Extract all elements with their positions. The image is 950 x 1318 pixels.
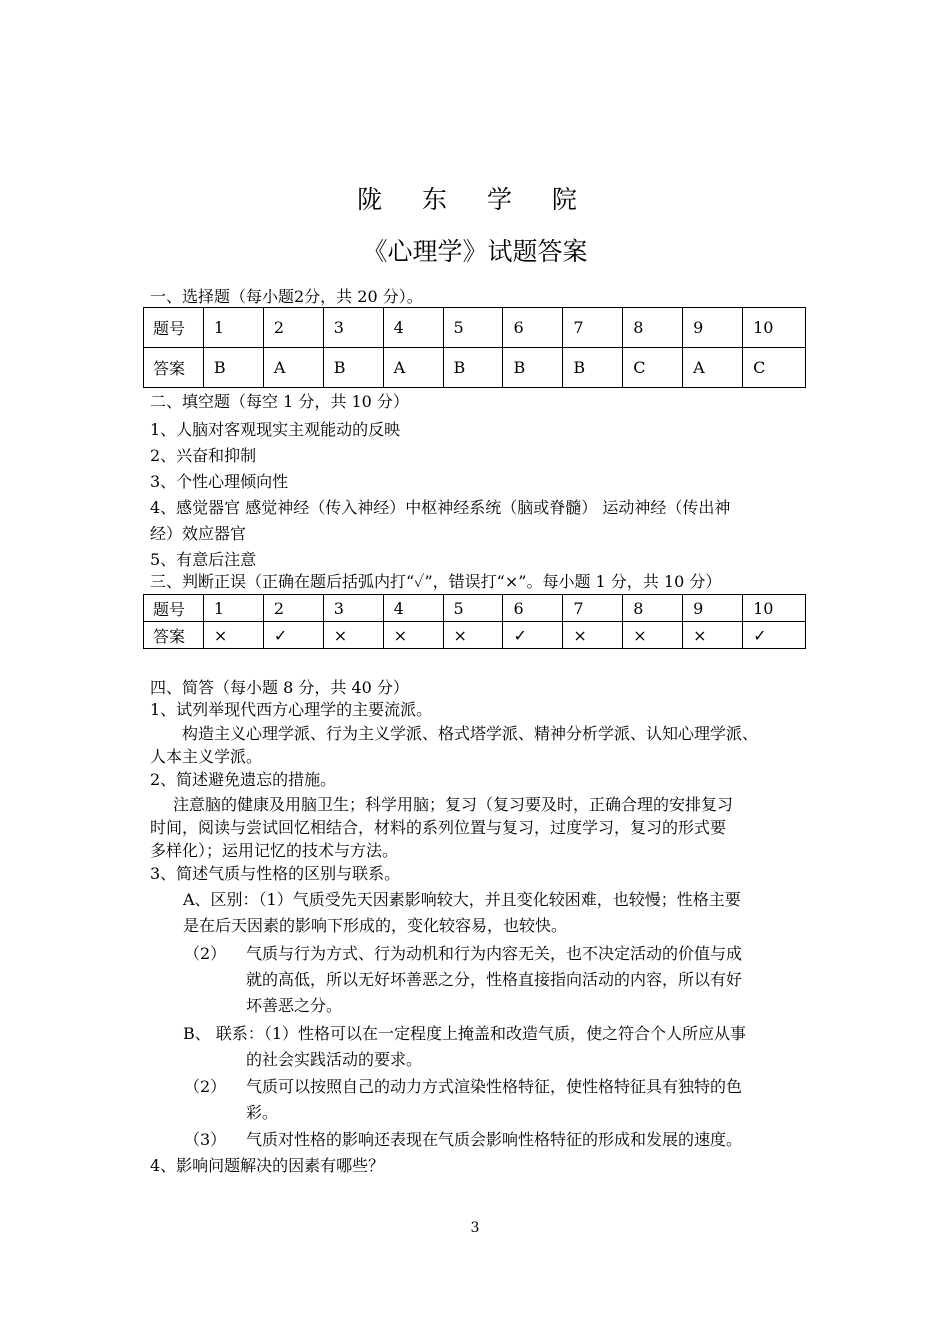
answer-cell: × [563, 622, 623, 649]
answer-cell: × [383, 622, 443, 649]
question-number: 10 [743, 595, 806, 622]
question-number: 9 [683, 308, 743, 348]
point-number: （2） [184, 944, 227, 963]
answer-cell: A [683, 348, 743, 388]
answer-cell: B [323, 348, 383, 388]
row-label: 题号 [144, 595, 204, 622]
answer-cell: C [743, 348, 806, 388]
question-number: 6 [503, 308, 563, 348]
answer-text: 的社会实践活动的要求。 [246, 1050, 423, 1069]
answer-cell: ✓ [743, 622, 806, 649]
answer-text: B、 联系：（1）性格可以在一定程度上掩盖和改造气质，使之符合个人所应从事 [183, 1024, 747, 1043]
answer-cell: B [503, 348, 563, 388]
question-text: 4、影响问题解决的因素有哪些？ [150, 1156, 385, 1175]
answer-text: 气质对性格的影响还表现在气质会影响性格特征的形成和发展的速度。 [246, 1130, 743, 1149]
row-label: 答案 [144, 348, 204, 388]
question-number: 9 [683, 595, 743, 622]
answer-cell: B [443, 348, 503, 388]
page-number: 3 [470, 1220, 480, 1236]
answer-cell: × [623, 622, 683, 649]
question-number: 10 [743, 308, 806, 348]
answer-cell: C [623, 348, 683, 388]
question-number: 5 [443, 308, 503, 348]
answer-cell: ✓ [503, 622, 563, 649]
table-row [144, 595, 806, 622]
question-number: 3 [323, 595, 383, 622]
question-number: 2 [263, 595, 323, 622]
question-number: 5 [443, 595, 503, 622]
answer-text: 坏善恶之分。 [246, 996, 343, 1015]
answer-cell: ✓ [263, 622, 323, 649]
answer-cell: × [203, 622, 263, 649]
answer-text: 就的高低，所以无好坏善恶之分，性格直接指向活动的内容，所以有好 [246, 970, 743, 989]
fill-answer: 5、有意后注意 [150, 550, 257, 569]
row-label: 题号 [144, 308, 204, 348]
question-number: 8 [623, 308, 683, 348]
question-number: 1 [203, 308, 263, 348]
question-number: 4 [383, 595, 443, 622]
fill-answer: 4、感觉器官 感觉神经（传入神经）中枢神经系统（脑或脊髓） 运动神经（传出神 [150, 498, 731, 517]
question-text: 3、简述气质与性格的区别与联系。 [150, 864, 401, 883]
answer-text: 气质可以按照自己的动力方式渲染性格特征，使性格特征具有独特的色 [246, 1077, 743, 1096]
question-number: 7 [563, 308, 623, 348]
section1-heading: 一、选择题（每小题2分，共 20 分）。 [150, 287, 423, 306]
question-number: 2 [263, 308, 323, 348]
fill-answer: 经）效应器官 [150, 524, 247, 543]
fill-answer: 3、个性心理倾向性 [150, 472, 289, 491]
section3-heading: 三、判断正误（正确在题后括弧内打“✓”，错误打“×”。每小题 1 分，共 10 分） [150, 572, 722, 591]
question-text: 2、简述避免遗忘的措施。 [150, 770, 337, 789]
document-title: 《心理学》试题答案 [362, 237, 588, 266]
school-name: 陇 东 学 院 [357, 185, 593, 214]
answer-text: 气质与行为方式、行为动机和行为内容无关，也不决定活动的价值与成 [246, 944, 743, 963]
answer-cell: × [683, 622, 743, 649]
fill-answer: 1、人脑对客观现实主观能动的反映 [150, 420, 401, 439]
answer-cell: B [563, 348, 623, 388]
answer-text: 构造主义心理学派、行为主义学派、格式塔学派、精神分析学派、认知心理学派、 [182, 724, 759, 743]
answer-text: 时间，阅读与尝试回忆相结合，材料的系列位置与复习，过度学习，复习的形式要 [150, 818, 727, 837]
answer-cell: × [443, 622, 503, 649]
question-number: 8 [623, 595, 683, 622]
table-row [144, 348, 806, 388]
question-number: 7 [563, 595, 623, 622]
answer-cell: × [323, 622, 383, 649]
answer-cell: A [383, 348, 443, 388]
fill-answer: 2、兴奋和抑制 [150, 446, 257, 465]
point-number: （2） [184, 1077, 227, 1096]
table-row [144, 622, 806, 649]
answer-text: 注意脑的健康及用脑卫生；科学用脑；复习（复习要及时，正确合理的安排复习 [173, 795, 734, 814]
answer-text: A、区别：（1）气质受先天因素影响较大，并且变化较困难，也较慢；性格主要 [183, 890, 741, 909]
question-text: 1、试列举现代西方心理学的主要流派。 [150, 700, 433, 719]
answer-text: 人本主义学派。 [150, 747, 263, 766]
section2-heading: 二、填空题（每空 1 分，共 10 分） [150, 392, 409, 411]
section4-heading: 四、简答（每小题 8 分，共 40 分） [150, 678, 409, 697]
answer-text: 是在后天因素的影响下形成的，变化较容易，也较快。 [183, 916, 568, 935]
answer-text: 彩。 [246, 1103, 279, 1122]
answer-text: 多样化）；运用记忆的技术与方法。 [150, 841, 399, 860]
answer-cell: A [263, 348, 323, 388]
answer-cell: B [203, 348, 263, 388]
question-number: 1 [203, 595, 263, 622]
question-number: 6 [503, 595, 563, 622]
point-number: （3） [184, 1130, 227, 1149]
question-number: 4 [383, 308, 443, 348]
truefalse-answer-table [143, 594, 806, 649]
choice-answer-table [143, 307, 806, 388]
row-label: 答案 [144, 622, 204, 649]
question-number: 3 [323, 308, 383, 348]
table-row [144, 308, 806, 348]
